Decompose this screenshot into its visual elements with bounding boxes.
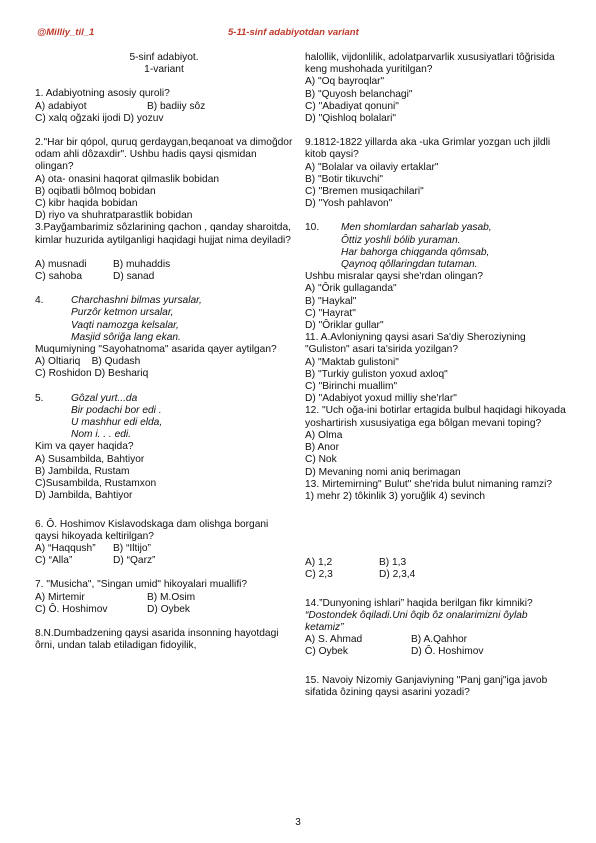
answer-7d: D) Oybek: [147, 603, 191, 615]
right-column: [305, 52, 567, 699]
question-14-quote: “Dostondek ôqiladi.Uni ôqib ôz onalarimizni ôylab ketamiz”: [305, 609, 531, 633]
answer-14a: A) S. Ahmad: [305, 634, 363, 646]
answer-4cd: C) Roshidon D) Beshariq: [35, 368, 149, 380]
question-10-number: 10.: [305, 222, 320, 234]
poem-line: Masjid sôriğa lang ekan.: [71, 331, 181, 343]
poem-line: Charchashni bilmas yursalar,: [71, 295, 202, 307]
answer-6c: C) “Alla”: [35, 555, 73, 567]
answer-11d: D) "Adabiyot yoxud milliy she'rlar": [305, 393, 457, 405]
poem-line: Har bahorga chiqganda qômsab,: [341, 246, 490, 258]
question-10: Ushbu misralar qaysi she'rdan olingan?: [305, 271, 484, 283]
test-title: 5-sinf adabiyot.: [129, 52, 199, 63]
question-7: 7. "Musicha", "Singan umid" hikoyalari muallifi?: [35, 579, 248, 591]
left-column: [35, 52, 296, 652]
answer-13c: C) 2,3: [305, 569, 333, 581]
question-11: 11. A.Avloniyning qaysi asari Sa'diy Sheroziyning "Guliston" asari ta'sirida yozilgan?: [305, 332, 529, 356]
answer-3a: A) musnadi: [35, 258, 87, 270]
answer-6b: B) “Iltijo”: [113, 542, 151, 554]
answer-2b: B) oqibatli bôlmoq bobidan: [35, 185, 156, 197]
question-3: 3.Payğambarimiz sôzlarining qachon , qanday sharoitda, kimlar huzurida aytilganligi haqidagi hujjat nima deyiladi?: [35, 222, 294, 246]
answer-7a: A) Mirtemir: [35, 591, 85, 603]
answer-10d: D) "Ôriklar gullar": [305, 320, 384, 332]
answer-10b: B) "Haykal": [305, 295, 357, 307]
answer-9b: B) "Botir tikuvchi": [305, 173, 383, 185]
answer-9d: D) "Yosh pahlavon": [305, 198, 393, 210]
answer-7b: B) M.Osim: [147, 591, 196, 603]
question-6: 6. Ô. Hoshimov Kislavodskaga dam olishga borgani qaysi hikoyada keltirilgan?: [35, 518, 272, 542]
answer-13a: A) 1,2: [305, 557, 333, 569]
answer-8c: C) "Abadiyat qonuni": [305, 100, 399, 112]
answer-3b: B) muhaddis: [113, 258, 171, 270]
answer-1b: B) badiiy sôz: [147, 100, 206, 112]
answer-5c: C)Susambilda, Rustamxon: [35, 478, 157, 490]
answer-13d: D) 2,3,4: [379, 569, 416, 581]
answer-8d: D) "Qishloq bolalari": [305, 113, 397, 125]
answer-12a: A) Olma: [305, 429, 343, 441]
answer-1cd: C) xalq oğzaki ijodi D) yozuv: [35, 112, 164, 124]
question-8: 8.N.Dumbadzening qaysi asarida insonning hayotdagi ôrni, undan talab etiladigan fidoyilik,: [35, 627, 282, 652]
poem-line: Gôzal yurt...da: [71, 392, 138, 404]
question-9: 9.1812-1822 yillarda aka -uka Grimlar yozgan uch jildli kitob qaysi?: [305, 137, 554, 161]
answer-10c: C) "Hayrat": [305, 307, 356, 319]
question-5: Kim va qayer haqida?: [35, 441, 134, 453]
question-12: 12. "Uch oğa-ini botirlar ertagida bulbul haqidagi hikoyada yoshartirish xususiyatiga ega bôlgan mevani toping?: [305, 405, 569, 429]
answer-3c: C) sahoba: [35, 271, 83, 283]
answer-2c: C) kibr haqida bobidan: [35, 198, 138, 210]
poem-line: Ôttiz yoshli bólib yuraman.: [341, 234, 461, 246]
answer-2d: D) riyo va shuhratparastlik bobidan: [35, 210, 193, 222]
poem-line: Qaynoq qôllaringdan tutaman.: [341, 259, 478, 271]
question-14: 14.”Dunyoning ishlari” haqida berilgan fikr kimniki?: [305, 597, 533, 609]
question-13: 13. Mirtemirning" Bulut" she'rida bulut nimaning ramzi?: [305, 478, 552, 490]
question-8-continued: halollik, vijdonlilik, adolatparvarlik xususiyatlari tôğrisida keng mushohada yuritilgan?: [305, 52, 558, 76]
question-4-number: 4.: [35, 295, 44, 307]
poem-10: [305, 222, 567, 271]
answer-9c: C) "Bremen musiqachilari": [305, 186, 424, 198]
poem-line: U mashhur edi elda,: [71, 417, 163, 429]
question-15: 15. Navoiy Nizomiy Ganjaviyning "Panj ganj"iga javob sifatida ôzining qaysi asarini yozadi?: [305, 674, 551, 698]
answer-13b: B) 1,3: [379, 557, 407, 569]
answer-2a: A) ota- onasini haqorat qilmaslik bobidan: [35, 173, 220, 185]
question-4: Muqumiyning "Sayohatnoma" asarida qayer aytilgan?: [35, 344, 277, 356]
poem-4: [35, 295, 293, 344]
answer-5a: A) Susambilda, Bahtiyor: [35, 453, 145, 465]
answer-14b: B) A.Qahhor: [411, 634, 468, 646]
poem-line: Purzôr ketmon ursalar,: [71, 307, 174, 319]
answer-1a: A) adabiyot: [35, 100, 87, 112]
answer-11b: B) "Turkiy guliston yoxud axloq": [305, 368, 448, 380]
answer-5d: D) Jambilda, Bahtiyor: [35, 490, 133, 502]
variant-title: 1-variant: [144, 64, 184, 76]
poem-line: Vaqti namozga kelsalar,: [71, 319, 179, 331]
answer-10a: A) "Ôrik gullaganda": [305, 283, 397, 295]
question-2: 2."Har bir qópol, quruq gerdaygan,beqanoat va dimoğdor odam ahli dôzaxdir". Ushbu hadis qaysi qismidan olingan?: [35, 137, 296, 173]
poem-line: Men shomlardan saharlab yasab,: [341, 222, 492, 234]
header-channel: @Milliy_til_1: [37, 27, 95, 38]
answer-14d: D) Ô. Hoshimov: [411, 646, 484, 658]
answer-11a: A) "Maktab gulistoni": [305, 356, 399, 368]
poem-line: Bir podachi bor edi .: [71, 404, 162, 416]
poem-5: [35, 393, 293, 442]
answer-5b: B) Jambilda, Rustam: [35, 465, 130, 477]
answer-11c: C) "Birinchi muallim": [305, 381, 398, 393]
answer-8a: A) "Oq bayroqlar": [305, 76, 385, 88]
answer-12b: B) Anor: [305, 442, 339, 454]
answer-3d: D) sanad: [113, 271, 155, 283]
poem-line: Nom i. . . edi.: [71, 429, 132, 441]
answer-12d: D) Mevaning nomi aniq berimagan: [305, 466, 461, 478]
answer-14c: C) Oybek: [305, 646, 349, 658]
question-5-number: 5.: [35, 392, 44, 404]
answer-12c: C) Nok: [305, 454, 337, 466]
answer-8b: B) "Quyosh belanchagi": [305, 88, 413, 100]
header-title: 5-11-sinf adabiyotdan variant: [228, 27, 359, 38]
answer-7c: C) Ô. Hoshimov: [35, 603, 108, 615]
question-13-options: 1) mehr 2) tôkinlik 3) yoruğlik 4) sevinch: [305, 490, 486, 502]
question-1: 1. Adabiyotning asosiy quroli?: [35, 88, 170, 100]
answer-4ab: A) Oltiariq B) Qudash: [35, 356, 141, 368]
answer-9a: A) "Bolalar va oilaviy ertaklar": [305, 161, 439, 173]
page-number: 3: [295, 817, 301, 828]
answer-6a: A) “Haqqush”: [35, 542, 96, 554]
answer-6d: D) “Qarz”: [113, 555, 156, 567]
